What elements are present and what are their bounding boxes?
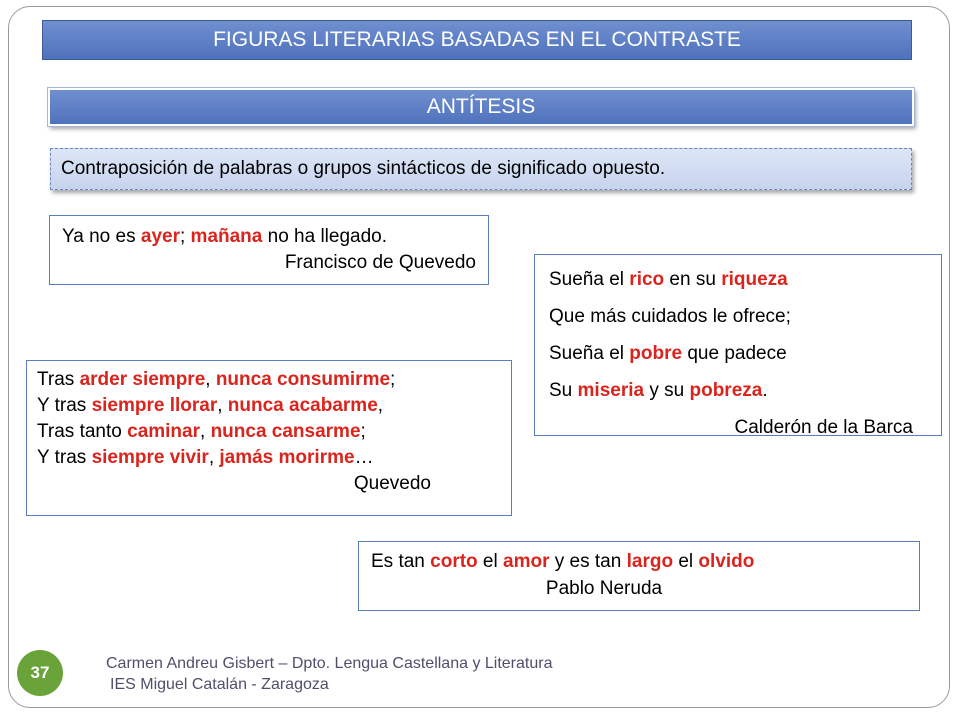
quote-highlight: amor [503, 551, 550, 572]
quote-box-calderon [534, 254, 942, 436]
quote-highlight: siempre vivir [91, 447, 209, 468]
quote-segment: , [217, 395, 228, 416]
quote-highlight: pobre [629, 343, 683, 364]
quote-segment: Sueña el [549, 343, 630, 364]
quote-segment: el [673, 551, 699, 572]
quote-segment: Tras [37, 369, 80, 390]
quote-highlight: nunca consumirme [215, 369, 391, 390]
quote-box-neruda [358, 541, 920, 611]
quote-segment: … [354, 447, 374, 468]
quote-box-quevedo-2 [26, 360, 512, 516]
quote-highlight: mañana [190, 226, 263, 247]
quote-line [549, 298, 929, 335]
quote-segment: y es tan [549, 551, 627, 572]
quote-segment: Que más cuidados le ofrece; [549, 306, 791, 327]
definition-box: Contraposición de palabras o grupos sintácticos de significado opuesto. [50, 148, 912, 190]
slide-subtitle: ANTÍTESIS [48, 88, 914, 126]
quote-box-quevedo-1 [49, 215, 489, 285]
quote-line [37, 367, 501, 393]
page-number-badge: 37 [17, 650, 63, 696]
quote-line [549, 372, 929, 409]
quote-line [37, 393, 501, 419]
quote-author: Francisco de Quevedo [284, 252, 476, 273]
quote-segment: no ha llegado. [262, 226, 388, 247]
quote-highlight: miseria [577, 380, 645, 401]
quote-highlight: nunca cansarme [210, 421, 361, 442]
quote-segment: , [208, 447, 220, 468]
slide-title: FIGURAS LITERARIAS BASADAS EN EL CONTRASTE [42, 20, 912, 60]
quote-segment: Ya no es [62, 226, 141, 247]
quote-author: Quevedo [353, 473, 431, 494]
quote-segment: ; [390, 369, 396, 390]
quote-segment: . [762, 380, 768, 401]
quote-highlight: riqueza [721, 269, 788, 290]
quote-segment: ; [179, 226, 191, 247]
quote-line [37, 419, 501, 445]
quote-segment: ; [360, 421, 366, 442]
quote-segment: Su [549, 380, 578, 401]
quote-line [549, 335, 929, 372]
quote-highlight: rico [629, 269, 665, 290]
quote-highlight: ayer [140, 226, 180, 247]
quote-segment: Y tras [37, 447, 92, 468]
quote-highlight: corto [430, 551, 478, 572]
quote-author: Pablo Neruda [545, 578, 663, 599]
quote-segment: y su [644, 380, 690, 401]
quote-line [371, 548, 907, 575]
quote-segment: , [377, 395, 384, 416]
quote-highlight: siempre llorar [91, 395, 218, 416]
quote-segment: en su [664, 269, 722, 290]
quote-segment: , [200, 421, 211, 442]
quote-segment: Sueña el [549, 269, 630, 290]
quote-line [37, 445, 501, 471]
quote-highlight: largo [626, 551, 674, 572]
quote-author: Calderón de la Barca [734, 417, 913, 438]
quote-highlight: nunca acabarme [227, 395, 378, 416]
footer-credits [106, 653, 552, 695]
quote-segment: el [477, 551, 504, 572]
footer-line-author: Carmen Andreu Gisbert – Dpto. Lengua Castellana y Literatura [106, 655, 553, 672]
quote-highlight: caminar [127, 421, 200, 442]
quote-segment: Es tan [371, 551, 431, 572]
quote-highlight: olvido [698, 551, 755, 572]
quote-line [549, 261, 929, 298]
quote-highlight: arder siempre [79, 369, 206, 390]
quote-segment: , [205, 369, 216, 390]
quote-highlight: pobreza [689, 380, 763, 401]
quote-segment: Y tras [37, 395, 92, 416]
quote-line [62, 224, 476, 250]
footer-line-school: IES Miguel Catalán - Zaragoza [110, 676, 329, 693]
quote-highlight: jamás morirme [219, 447, 355, 468]
quote-segment: que padece [682, 343, 787, 364]
quote-segment: Tras tanto [37, 421, 128, 442]
